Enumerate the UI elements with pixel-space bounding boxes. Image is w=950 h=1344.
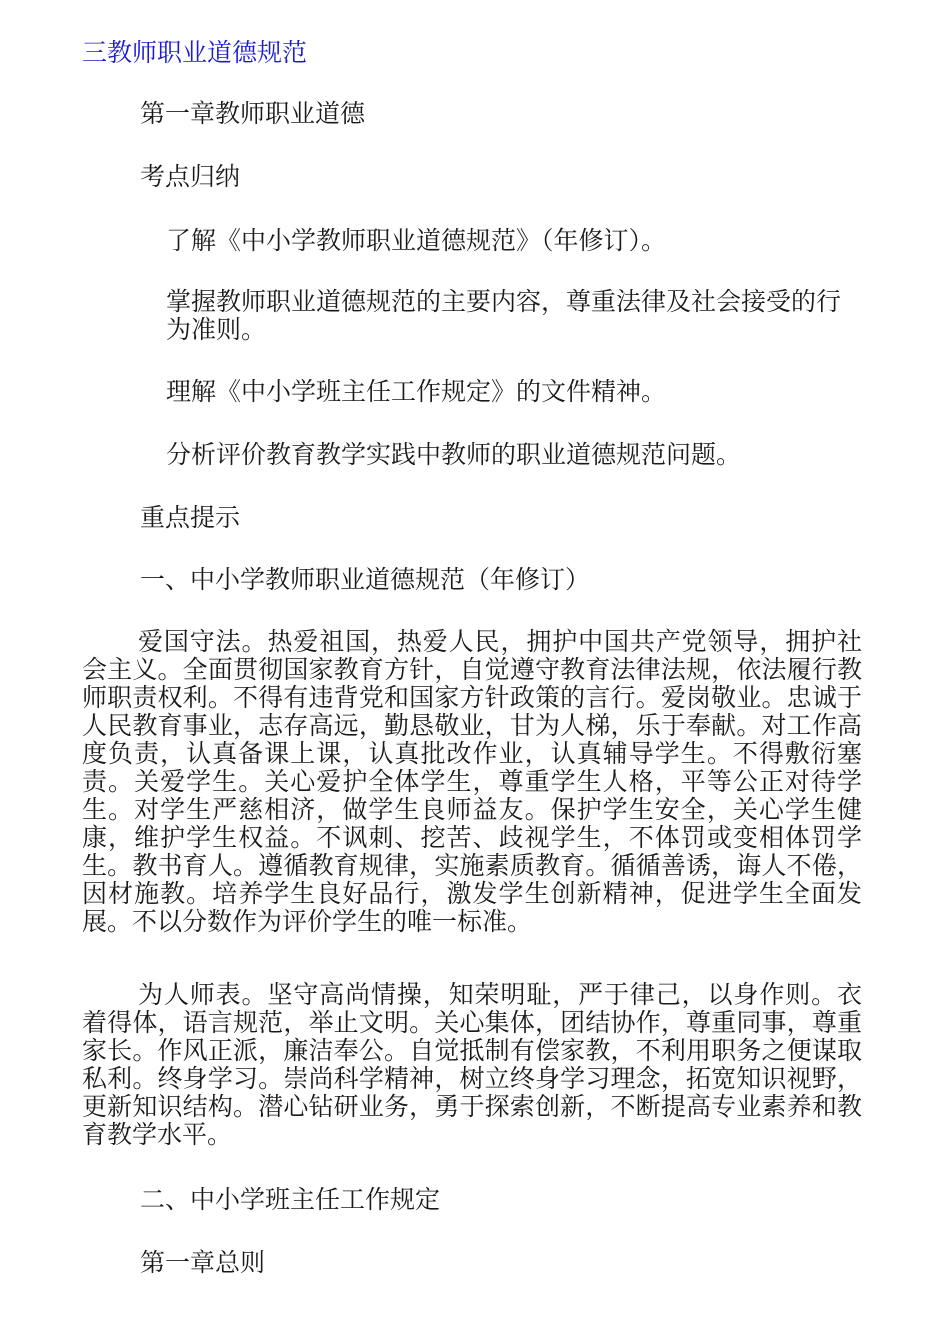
list-item: 掌握教师职业道德规范的主要内容，尊重法律及社会接受的行为准则。 <box>166 287 842 344</box>
list-item: 理解《中小学班主任工作规定》的文件精神。 <box>166 377 667 406</box>
section-heading: 二、中小学班主任工作规定 <box>140 1185 441 1214</box>
section-label-zhongdian: 重点提示 <box>140 503 241 532</box>
chapter-heading: 第一章教师职业道德 <box>140 99 366 128</box>
body-paragraph: 爱国守法。热爱祖国，热爱人民，拥护中国共产党领导，拥护社会主义。全面贯彻国家教育方针，自觉遵守教育法律法规，依法履行教师职责权利。不得有违背党和国家方针政策的言行。爱岗敬业。忠诚于人民教育事业，志存高远，勤恳敬业，甘为人梯，乐于奉献。对工作高度负责，认真备课上课，认真批改作业，认真辅导学生。不得敷衍塞责。关爱学生。关心爱护全体学生，尊重学生人格，平等公正对待学生。对学生严慈相济，做学生良师益友。保护学生安全，关心学生健康，维护学生权益。不讽刺、挖苦、歧视学生，不体罚或变相体罚学生。教书育人。遵循教育规律，实施素质教育。循循善诱，诲人不倦，因材施教。培养学生良好品行，激发学生创新精神，促进学生全面发展。不以分数作为评价学生的唯一标准。 <box>82 627 862 936</box>
document-title[interactable]: 三教师职业道德规范 <box>82 38 308 67</box>
list-item: 了解《中小学教师职业道德规范》（年修订）。 <box>166 226 667 255</box>
section-label-kaodian: 考点归纳 <box>140 162 241 191</box>
section-heading: 一、中小学教师职业道德规范（年修订） <box>140 565 591 594</box>
chapter-heading: 第一章总则 <box>140 1248 266 1277</box>
list-item: 分析评价教育教学实践中教师的职业道德规范问题。 <box>166 440 742 469</box>
body-paragraph: 为人师表。坚守高尚情操，知荣明耻，严于律己，以身作则。衣着得体，语言规范，举止文明。关心集体，团结协作，尊重同事，尊重家长。作风正派，廉洁奉公。自觉抵制有偿家教，不利用职务之便谋取私利。终身学习。崇尚科学精神，树立终身学习理念，拓宽知识视野，更新知识结构。潜心钻研业务，勇于探索创新，不断提高专业素养和教育教学水平。 <box>82 980 862 1149</box>
